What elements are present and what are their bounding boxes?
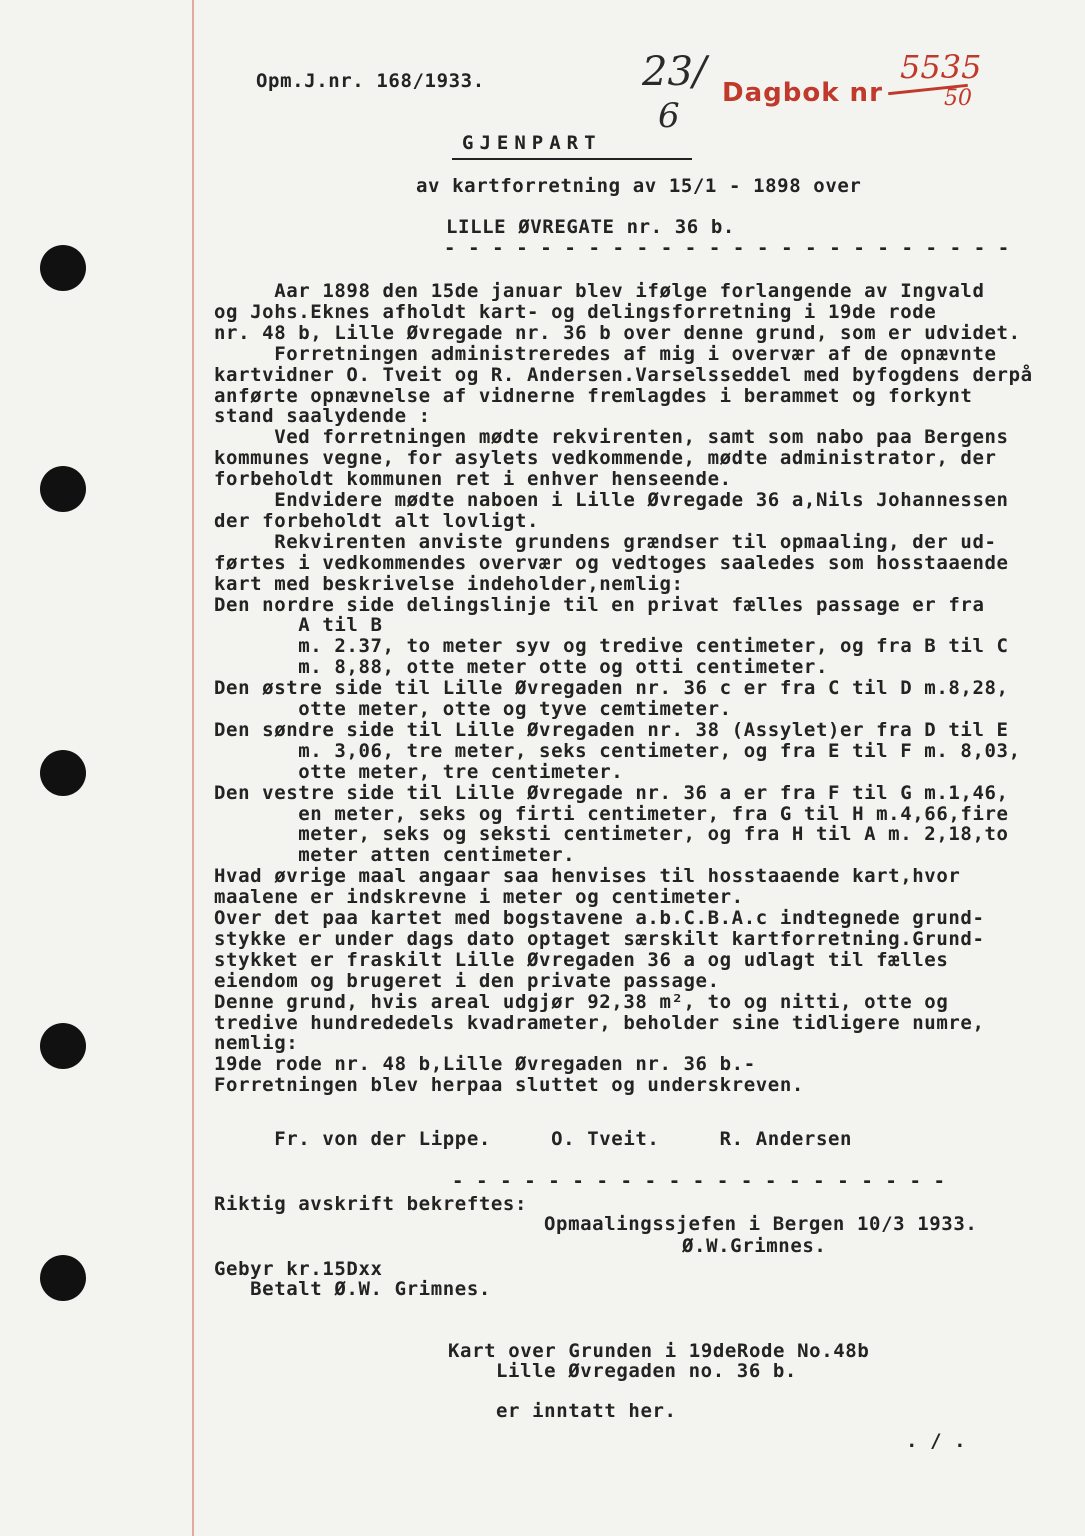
body-line: Ved forretningen mødte rekvirenten, samt som nabo paa Bergens [214,426,1009,449]
body-line: stykke er under dags dato optaget særskilt kartforretning.Grund- [214,927,985,950]
title-line-2: LILLE ØVREGATE nr. 36 b. [446,216,735,238]
body-line: stand saalydende : [214,405,431,428]
stamp-sub-number: 50 [944,86,972,111]
body-line: Den østre side til Lille Øvregaden nr. 36 c er fra C til D m.8,28, [214,677,1009,700]
certification-line: Riktig avskrift bekreftes: [214,1193,528,1215]
body-line: der forbeholdt alt lovligt. [214,509,540,532]
title-line-1: av kartforretning av 15/1 - 1898 over [416,175,862,197]
body-line: anførte opnævnelse af vidnerne fremlagdes i berammet og forkynt [214,384,973,407]
body-line: meter atten centimeter. [214,844,576,867]
body-line: Den nordre side delingslinje til en privat fælles passage er fra [214,593,985,616]
body-line: og Johs.Eknes afholdt kart- og delingsforretning i 19de rode [214,300,937,323]
handwritten-date: 23/ [642,49,707,95]
signatures: Fr. von der Lippe. O. Tveit. R. Andersen [214,1128,853,1150]
fee-line: Gebyr kr.15Dxx [214,1258,383,1280]
stamp-number: 5535 [900,48,982,86]
body-line: Hvad øvrige maal angaar saa henvises til hosstaaende kart,hvor [214,865,961,888]
signature-separator: - - - - - - - - - - - - - - - - - - - - - [452,1170,946,1192]
body-line: Endvidere mødte naboen i Lille Øvregade 36 a,Nils Johannessen [214,489,1009,511]
body-line: Forretningen blev herpaa sluttet og underskreven. [214,1074,804,1097]
body-line: Den vestre side til Lille Øvregade nr. 36 a er fra F til G m.1,46, [214,781,1009,804]
body-line: førtes i vedkommendes overvær og vedtoges saaledes som hosstaaende [214,551,1009,574]
map-note-line-3: er inntatt her. [496,1400,677,1422]
punch-hole [40,1023,86,1069]
certification-signer: Ø.W.Grimnes. [682,1235,827,1257]
body-line: Aar 1898 den 15de januar blev ifølge forlangende av Ingvald [214,280,985,302]
body-line: tredive hundrededels kvadrameter, beholder sine tidligere numre, [214,1011,985,1034]
handwritten-date-month: 6 [658,96,680,136]
body-line: 19de rode nr. 48 b,Lille Øvregaden nr. 36 b.- [214,1053,756,1076]
body-line: eiendom og brugeret i den private passage. [214,969,720,992]
title-separator: - - - - - - - - - - - - - - - - - - - - - - - - [444,237,1010,259]
body-line: Rekvirenten anviste grundens grændser til opmaaling, der ud- [214,530,997,553]
end-mark: . / . [906,1430,967,1452]
body-line: kommunes vegne, for asylets vedkommende, mødte administrator, der [214,447,997,470]
body-line: stykket er fraskilt Lille Øvregaden 36 a og udlagt til fælles [214,948,949,971]
margin-rule [192,0,194,1536]
body-line: nr. 48 b, Lille Øvregade nr. 36 b over denne grund, som er udvidet. [214,321,1021,344]
heading-underline [452,158,692,160]
body-line: m. 2.37, to meter syv og tredive centimeter, og fra B til C [214,635,1009,658]
body-line: kartvidner O. Tveit og R. Andersen.Varselsseddel med byfogdens derpå [214,363,1033,386]
body-line: nemlig: [214,1032,299,1055]
body-line: maalene er indskrevne i meter og centimeter. [214,886,744,909]
body-line: otte meter, tre centimeter. [214,760,624,783]
body-line: Over det paa kartet med bogstavene a.b.C.B.A.c indtegnede grund- [214,907,985,929]
certification-office: Opmaalingssjefen i Bergen 10/3 1933. [544,1213,978,1235]
body-line: otte meter, otte og tyve cemtimeter. [214,698,732,720]
document-heading: GJENPART [462,132,602,154]
dagbok-stamp: Dagbok nr [722,78,883,108]
map-note-line-2: Lille Øvregaden no. 36 b. [496,1360,797,1382]
body-line: kart med beskrivelse indeholder,nemlig: [214,572,684,595]
fee-paid-line: Betalt Ø.W. Grimnes. [214,1278,491,1300]
punch-hole [40,466,86,512]
body-line: Denne grund, hvis areal udgjør 92,38 m², to og nitti, otte og [214,990,949,1013]
punch-hole [40,1255,86,1301]
body-line: forbeholdt kommunen ret i enhver henseende. [214,468,732,491]
body-line: A til B [214,614,383,637]
body-line: m. 3,06, tre meter, seks centimeter, og fra E til F m. 8,03, [214,739,1021,762]
body-line: meter, seks og seksti centimeter, og fra H til A m. 2,18,to [214,823,1009,846]
body-line: m. 8,88, otte meter otte og otti centimeter. [214,656,828,679]
map-note-line-1: Kart over Grunden i 19deRode No.48b [448,1340,870,1362]
punch-hole [40,750,86,796]
body-line: Den søndre side til Lille Øvregaden nr. 38 (Assylet)er fra D til E [214,718,1009,741]
body-line: en meter, seks og firti centimeter, fra G til H m.4,66,fire [214,802,1009,825]
journal-reference: Opm.J.nr. 168/1933. [256,70,485,92]
punch-hole [40,245,86,291]
body-line: Forretningen administreredes af mig i overvær af de opnævnte [214,342,997,365]
